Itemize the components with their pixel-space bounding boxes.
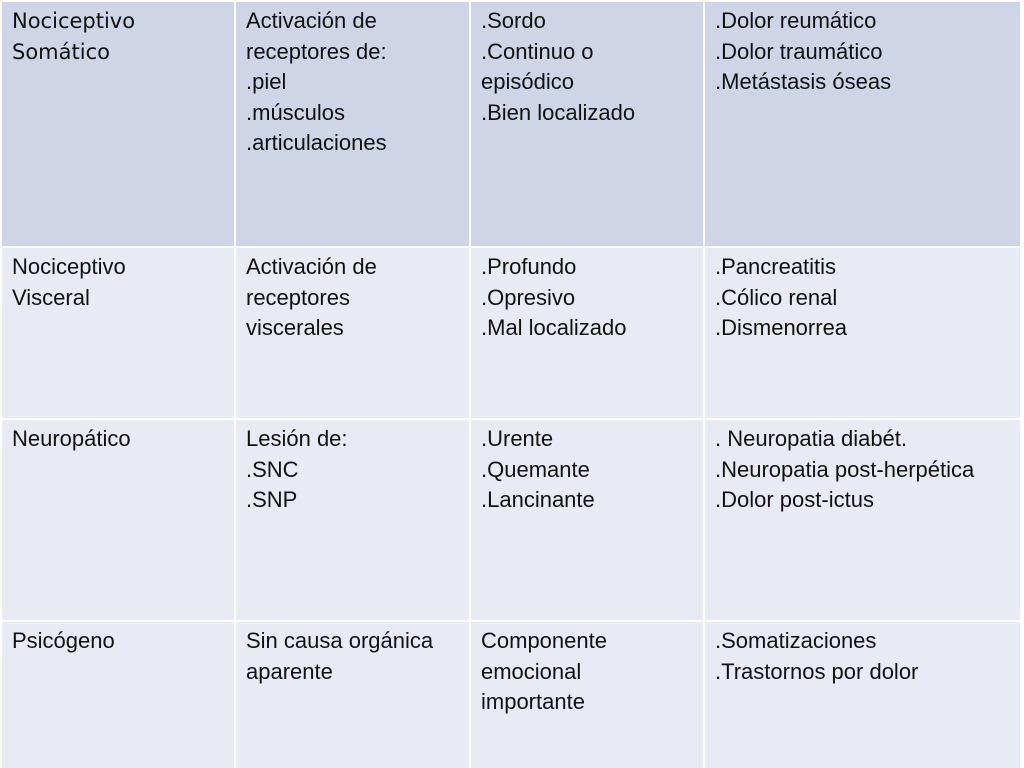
cell-line: .Trastornos por dolor — [715, 658, 919, 684]
cell-line: .Somatizaciones — [715, 628, 877, 653]
cell-line: .articulaciones — [246, 130, 387, 155]
cell-examples — [704, 419, 1021, 621]
cell-line: Nociceptivo — [12, 9, 136, 33]
cell-line: Lesión de: — [246, 426, 348, 451]
cell-line: .Metástasis óseas — [715, 69, 892, 94]
cell-line: .Continuo o — [481, 38, 594, 64]
cell-mechanism — [235, 1, 470, 247]
cell-line: .Dolor traumático — [715, 38, 883, 64]
cell-line: .SNC — [246, 456, 299, 482]
cell-pain-type — [1, 621, 235, 768]
cell-line: .Pancreatitis — [715, 254, 837, 279]
cell-examples — [704, 247, 1021, 419]
cell-line: .músculos — [246, 99, 346, 125]
cell-line: Activación de — [246, 254, 377, 279]
table-row — [1, 621, 1021, 768]
cell-line: Psicógeno — [12, 628, 115, 653]
cell-line: Neuropático — [12, 426, 131, 451]
cell-line: aparente — [246, 658, 333, 684]
cell-examples — [704, 621, 1021, 768]
cell-line: . Neuropatia diabét. — [715, 426, 908, 451]
cell-line: .SNP — [246, 487, 298, 512]
cell-line: .Dismenorrea — [715, 315, 848, 340]
cell-line: .piel — [246, 69, 287, 94]
cell-line: .Cólico renal — [715, 284, 838, 310]
cell-line: emocional — [481, 658, 582, 684]
cell-characteristics — [470, 621, 704, 768]
table-row — [1, 1, 1021, 247]
cell-characteristics — [470, 1, 704, 247]
cell-line: .Bien localizado — [481, 99, 636, 125]
cell-examples — [704, 1, 1021, 247]
table-row — [1, 247, 1021, 419]
cell-line: .Dolor post-ictus — [715, 487, 874, 512]
cell-line: receptores de: — [246, 38, 387, 64]
cell-line: .Lancinante — [481, 487, 595, 512]
cell-line: Visceral — [12, 284, 90, 310]
cell-line: Componente — [481, 628, 607, 653]
cell-line: .Neuropatia post-herpética — [715, 456, 975, 482]
cell-characteristics — [470, 247, 704, 419]
cell-line: .Dolor reumático — [715, 8, 877, 33]
cell-pain-type — [1, 247, 235, 419]
cell-line: Nociceptivo — [12, 254, 126, 279]
cell-mechanism — [235, 247, 470, 419]
cell-line: .Sordo — [481, 8, 546, 33]
table-row — [1, 419, 1021, 621]
cell-line: .Mal localizado — [481, 315, 627, 340]
cell-line: importante — [481, 689, 585, 714]
cell-mechanism — [235, 621, 470, 768]
cell-line: .Opresivo — [481, 284, 576, 310]
cell-pain-type — [1, 419, 235, 621]
cell-line: receptores — [246, 284, 350, 310]
cell-line: .Profundo — [481, 254, 577, 279]
cell-line: .Quemante — [481, 456, 590, 482]
cell-line: Sin causa orgánica — [246, 628, 434, 653]
cell-line: Activación de — [246, 8, 377, 33]
cell-line: viscerales — [246, 315, 344, 340]
cell-mechanism — [235, 419, 470, 621]
cell-line: .Urente — [481, 426, 554, 451]
cell-characteristics — [470, 419, 704, 621]
cell-line: episódico — [481, 69, 574, 94]
cell-pain-type — [1, 1, 235, 247]
cell-line: Somático — [12, 39, 110, 64]
